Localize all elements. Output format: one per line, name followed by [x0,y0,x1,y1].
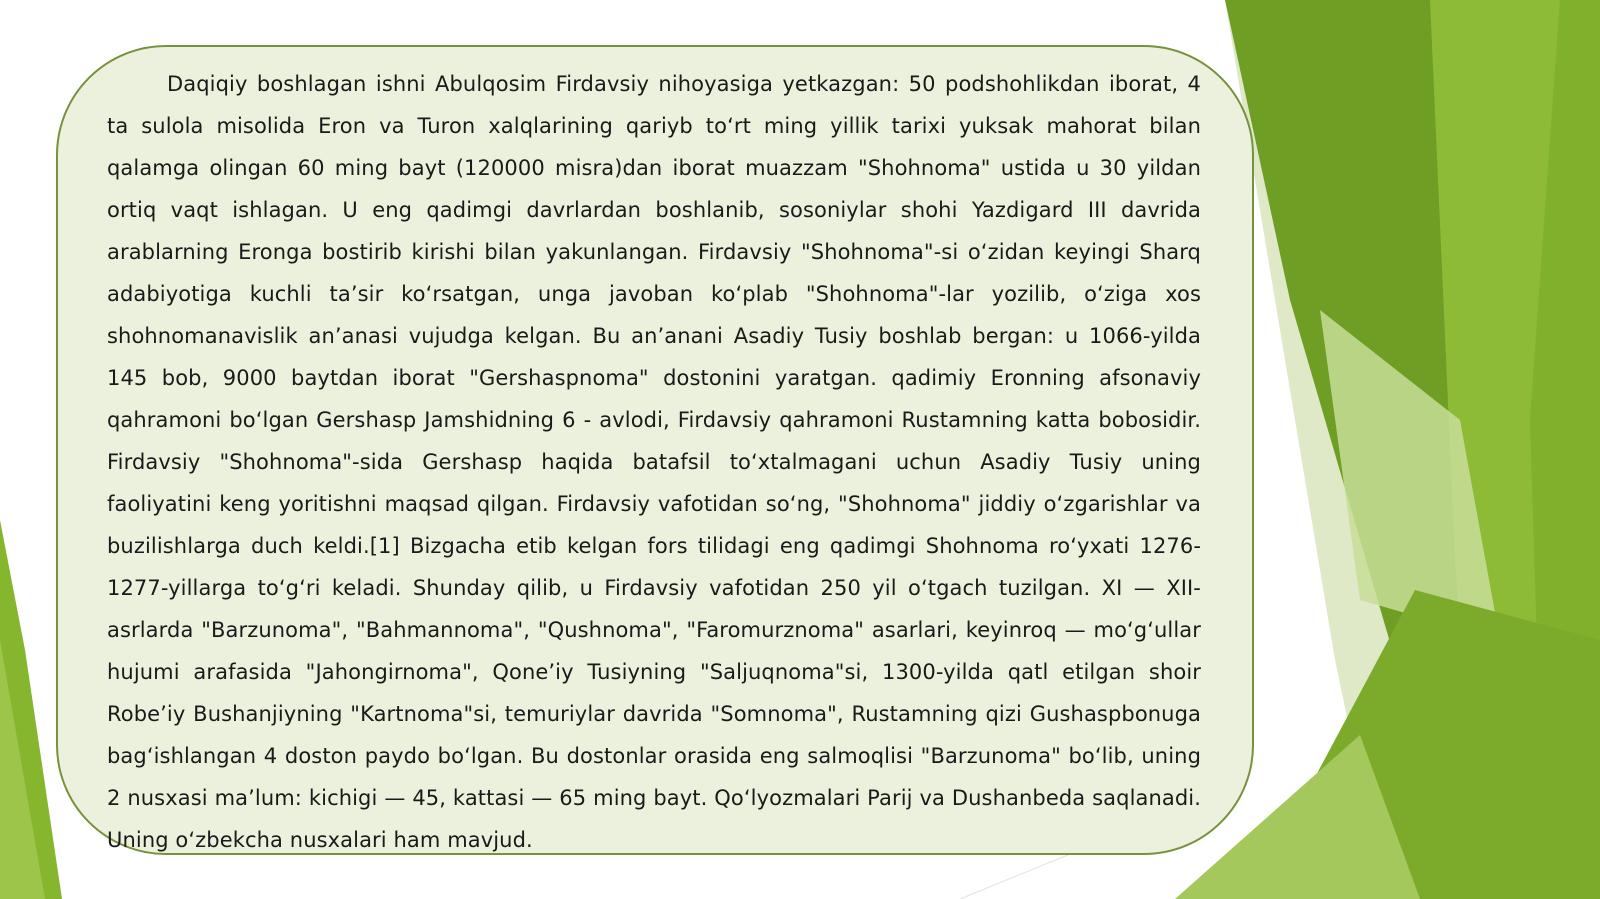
body-paragraph: Daqiqiy boshlagan ishni Abulqosim Firdavsiy nihoyasiga yetkazgan: 50 podshohlikdan iborat, 4 ta sulola misolida Eron va Turon xalqlarining qariyb to‘rt ming yillik tarixi yuksak mahorat bilan qalamga olingan 60 ming bayt (120000 misra)dan iborat muazzam "Shohnoma" ustida u 30 yildan ortiq vaqt ishlagan. U eng qadimgi davrlardan boshlanib, sosoniylar shohi Yazdigard III davrida arablarning Eronga bostirib kirishi bilan yakunlangan. Firdavsiy "Shohnoma"-si o‘zidan keyingi Sharq adabiyotiga kuchli ta’sir ko‘rsatgan, unga javoban ko‘plab "Shohnoma"-lar yozilib, o‘ziga xos shohnomanavislik an’anasi vujudga kelgan. Bu an’anani Asadiy Tusiy boshlab bergan: u 1066-yilda 145 bob, 9000 baytdan iborat "Gershaspnoma" dostonini yaratgan. qadimiy Eronning afsonaviy qahramoni bo‘lgan Gershasp Jamshidning 6 - avlodi, Firdavsiy qahramoni Rustamning katta bobosidir. Firdavsiy "Shohnoma"-sida Gershasp haqida batafsil to‘xtalmagani uchun Asadiy Tusiy uning faoliyatini keng yoritishni maqsad qilgan. Firdavsiy vafotidan so‘ng, "Shohnoma" jiddiy o‘zgarishlar va buzilishlarga duch keldi.[1] Bizgacha etib kelgan fors tilidagi eng qadimgi Shohnoma ro‘yxati 1276-1277-yillarga to‘g‘ri keladi. Shunday qilib, u Firdavsiy vafotidan 250 yil o‘tgach tuzilgan. XI — XII-asrlarda "Barzunoma", "Bahmannoma", "Qushnoma", "Faromurznoma" asarlari, keyinroq — mo‘g‘ullar hujumi arafasida "Jahongirnoma", Qone’iy Tusiyning "Saljuqnoma"si, 1300-yilda qatl etilgan shoir Robe’iy Bushanjiyning "Kartnoma"si, temuriylar davrida "Somnoma", Rustamning qizi Gushaspbonuga bag‘ishlangan 4 doston paydo bo‘lgan. Bu dostonlar orasida eng salmoqlisi "Barzunoma" bo‘lib, uning 2 nusxasi ma’lum: kichigi — 45, kattasi — 65 ming bayt. Qo‘lyozmalari Parij va Dushanbeda saqlanadi. Uning o‘zbekcha nusxalari ham mavjud. [107,72,1201,852]
